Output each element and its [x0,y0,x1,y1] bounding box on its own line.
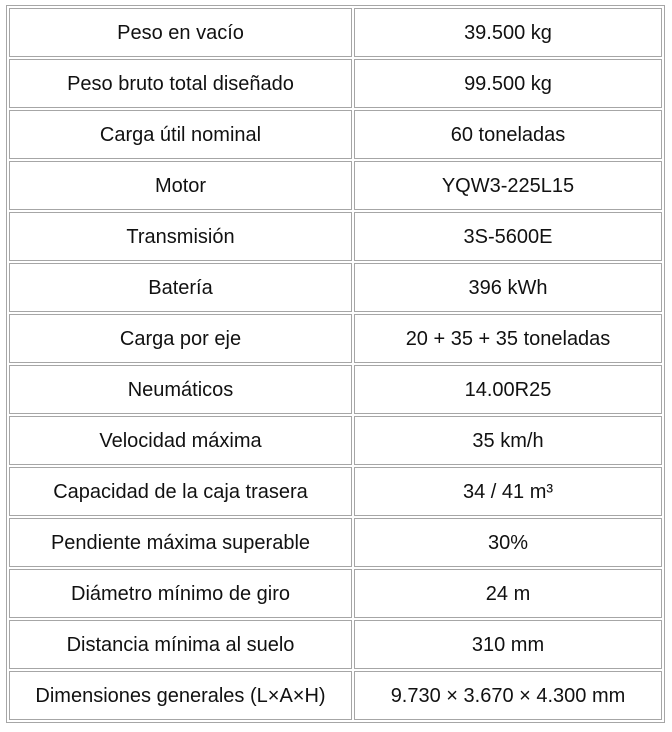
spec-value: 60 toneladas [354,110,662,159]
spec-label: Capacidad de la caja trasera [9,467,352,516]
table-row [9,365,662,414]
table-row [9,161,662,210]
spec-value: 310 mm [354,620,662,669]
spec-value: 20 + 35 + 35 toneladas [354,314,662,363]
table-row [9,569,662,618]
spec-value: 30% [354,518,662,567]
table-row [9,59,662,108]
table-row [9,416,662,465]
spec-label: Distancia mínima al suelo [9,620,352,669]
spec-label: Peso en vacío [9,8,352,57]
spec-value: 24 m [354,569,662,618]
table-row [9,620,662,669]
table-row [9,212,662,261]
spec-value: 3S-5600E [354,212,662,261]
spec-label: Batería [9,263,352,312]
spec-value: YQW3-225L15 [354,161,662,210]
spec-label: Velocidad máxima [9,416,352,465]
spec-label: Dimensiones generales (L×A×H) [9,671,352,720]
spec-label: Carga por eje [9,314,352,363]
spec-value: 35 km/h [354,416,662,465]
spec-label: Peso bruto total diseñado [9,59,352,108]
table-row [9,518,662,567]
spec-value: 99.500 kg [354,59,662,108]
specifications-table [6,5,665,723]
spec-label: Carga útil nominal [9,110,352,159]
spec-label: Diámetro mínimo de giro [9,569,352,618]
spec-label: Pendiente máxima superable [9,518,352,567]
table-row [9,671,662,720]
spec-value: 39.500 kg [354,8,662,57]
table-row [9,263,662,312]
spec-label: Transmisión [9,212,352,261]
spec-label: Motor [9,161,352,210]
spec-label: Neumáticos [9,365,352,414]
table-row [9,314,662,363]
spec-value: 34 / 41 m³ [354,467,662,516]
spec-value: 14.00R25 [354,365,662,414]
table-row [9,110,662,159]
spec-value: 396 kWh [354,263,662,312]
spec-value: 9.730 × 3.670 × 4.300 mm [354,671,662,720]
table-row [9,467,662,516]
table-row [9,8,662,57]
